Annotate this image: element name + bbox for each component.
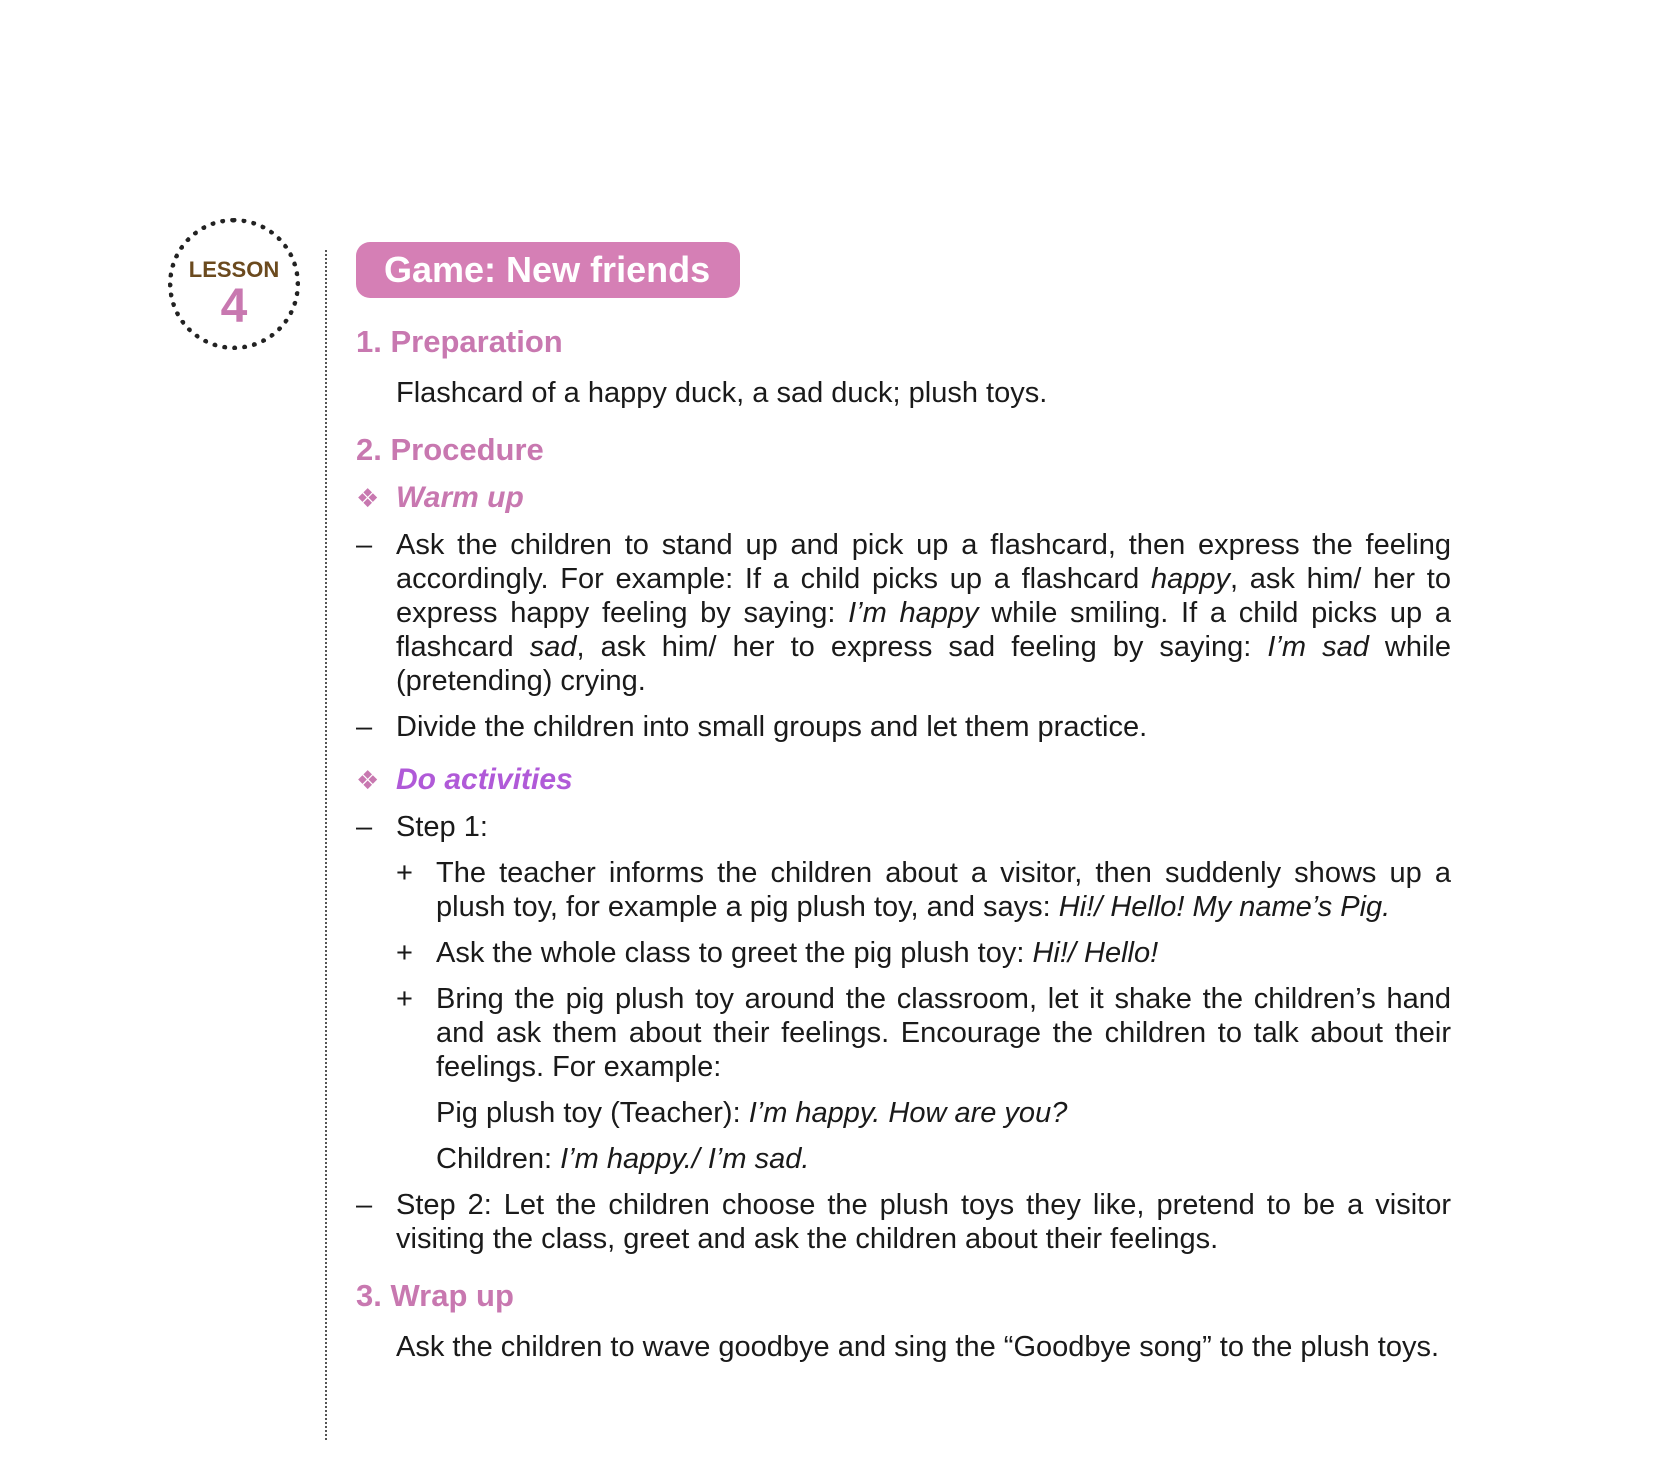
plus-bullet: + xyxy=(396,857,413,889)
list-item xyxy=(356,810,1451,844)
step-1-sub-2: Ask the whole class to greet the pig plush toy: Hi!/ Hello! xyxy=(436,937,1159,969)
wrapup-heading: 3. Wrap up xyxy=(356,1278,514,1313)
sub-list-item xyxy=(396,982,1451,1084)
sub-list-item xyxy=(396,936,1451,970)
plus-bullet: + xyxy=(396,937,413,969)
activities-subheading xyxy=(356,762,1451,798)
lesson-badge xyxy=(168,218,300,350)
wrapup-text: Ask the children to wave goodbye and sing the “Goodbye song” to the plush toys. xyxy=(396,1331,1440,1363)
dialog-line-teacher: Pig plush toy (Teacher): I’m happy. How are you? xyxy=(436,1097,1068,1129)
lesson-number: 4 xyxy=(220,280,248,333)
list-item xyxy=(356,1188,1451,1256)
dash-bullet: – xyxy=(356,529,373,561)
sub-list-item xyxy=(396,856,1451,924)
plus-bullet: + xyxy=(396,983,413,1015)
dash-bullet: – xyxy=(356,811,373,843)
dash-bullet: – xyxy=(356,711,373,743)
warmup-item-1: Ask the children to stand up and pick up a flashcard, then express the feeling accordingly. For example: If a child picks up a flashcard happy, ask him/ her to express happy feeling by saying: I’m happy while smiling. If a child picks up a flashcard sad, ask him/ her to express sad feeling by saying: I’m sad while (pretending) crying. xyxy=(396,529,1451,697)
preparation-text: Flashcard of a happy duck, a sad duck; plush toys. xyxy=(396,377,1048,409)
warmup-subheading xyxy=(356,480,1451,516)
diamond-bullet-icon: ❖ xyxy=(356,765,380,795)
page-title: Game: New friends xyxy=(356,242,740,298)
procedure-heading: 2. Procedure xyxy=(356,432,544,467)
preparation-heading: 1. Preparation xyxy=(356,324,563,359)
dash-bullet: – xyxy=(356,1189,373,1221)
activities-label: Do activities xyxy=(396,763,573,796)
lesson-content xyxy=(356,242,1451,1364)
warmup-item-2: Divide the children into small groups and let them practice. xyxy=(396,711,1148,743)
margin-divider xyxy=(325,250,327,1440)
dialog-line-children: Children: I’m happy./ I’m sad. xyxy=(436,1143,810,1175)
list-item xyxy=(356,528,1451,698)
step-1-sub-3: Bring the pig plush toy around the classroom, let it shake the children’s hand and ask them about their feelings. Encourage the children to talk about their feelings. For example: xyxy=(436,983,1451,1083)
warmup-label: Warm up xyxy=(396,481,524,514)
step-1-sub-1: The teacher informs the children about a visitor, then suddenly shows up a plush toy, for example a pig plush toy, and says: Hi!/ Hello! My name’s Pig. xyxy=(436,857,1451,923)
step-2-text: Step 2: Let the children choose the plush toys they like, pretend to be a visitor visiting the class, greet and ask the children about their feelings. xyxy=(396,1189,1451,1255)
step-1-label: Step 1: xyxy=(396,811,488,843)
list-item xyxy=(356,710,1451,744)
diamond-bullet-icon: ❖ xyxy=(356,483,380,513)
lesson-label: LESSON xyxy=(188,257,280,282)
